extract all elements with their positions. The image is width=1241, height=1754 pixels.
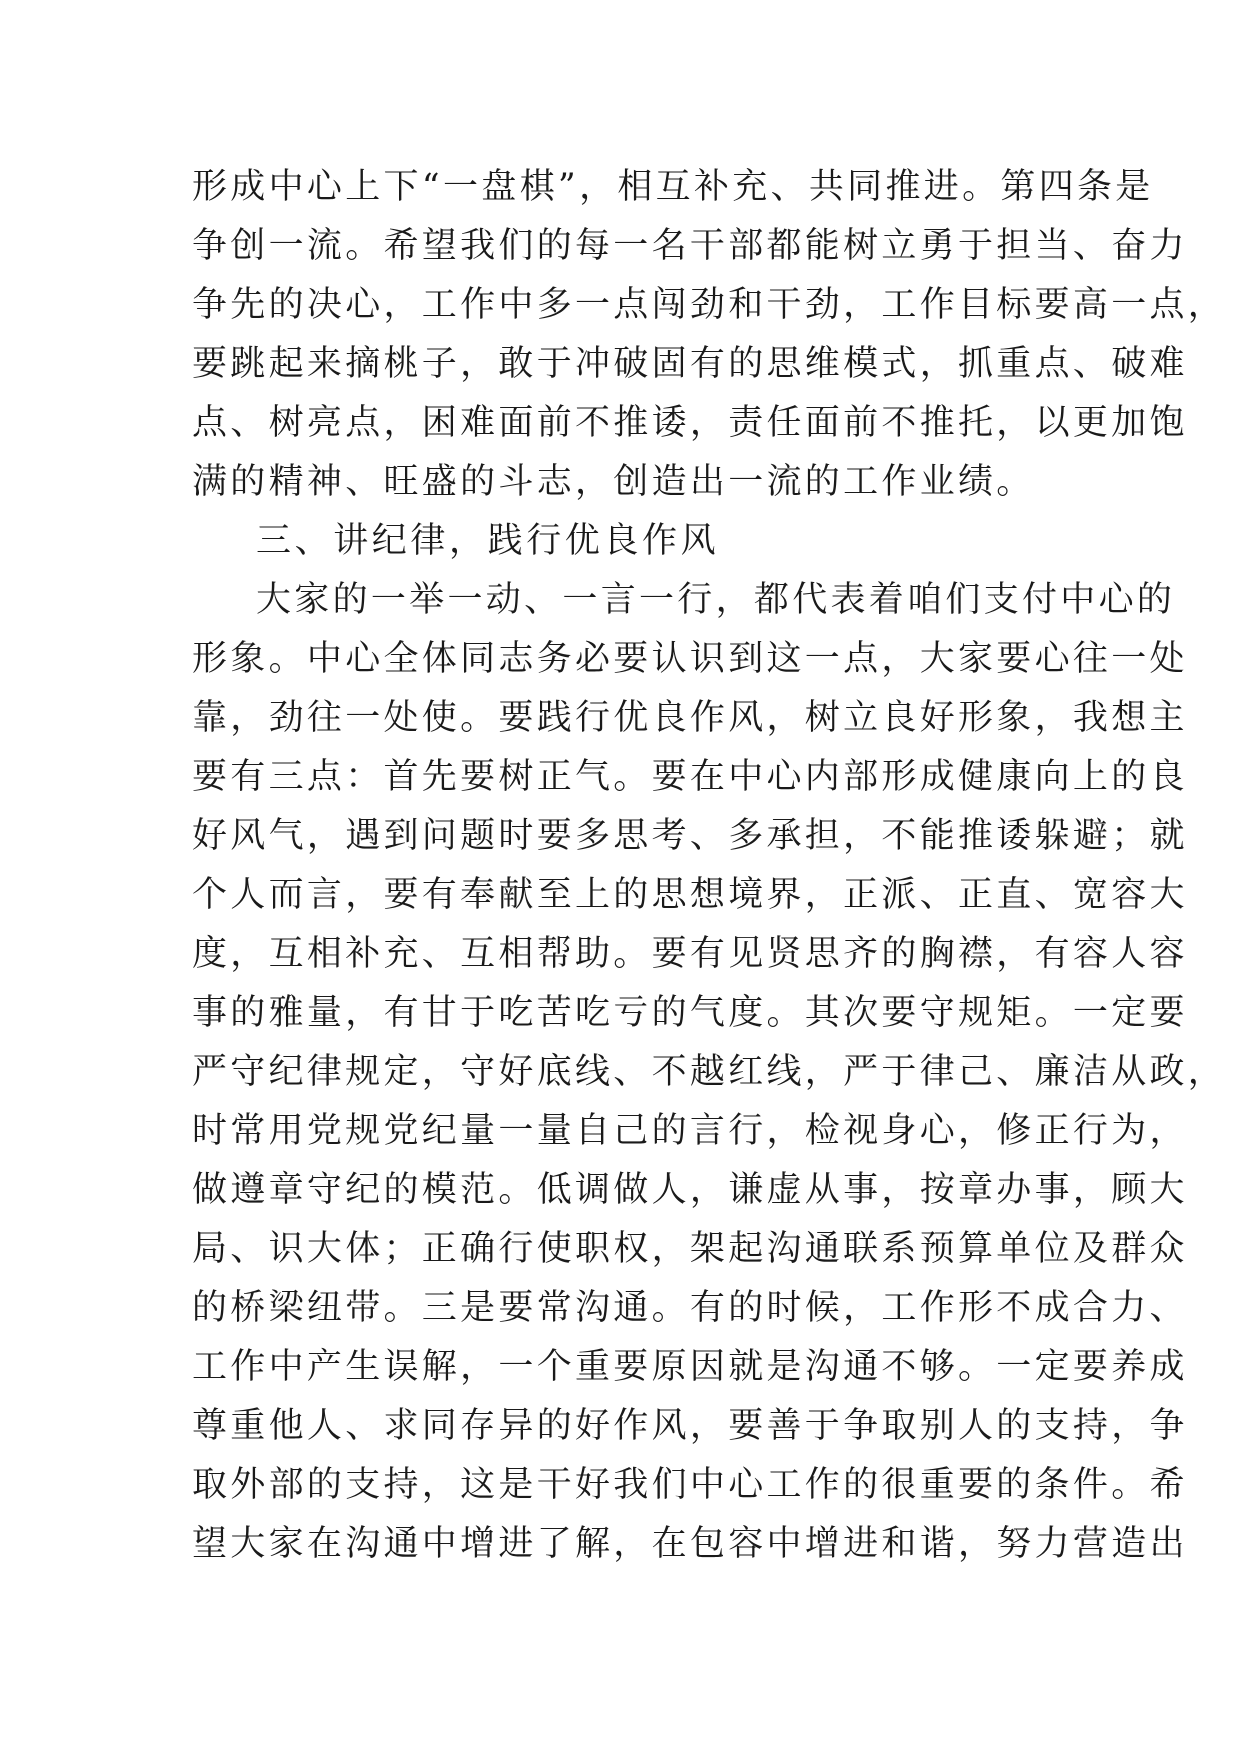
text-line: 点、树亮点，困难面前不推诿，责任面前不推托，以更加饱: [192, 403, 1188, 443]
text-line: 好风气，遇到问题时要多思考、多承担，不能推诿躲避；就: [192, 816, 1188, 856]
text-line: 局、识大体；正确行使职权，架起沟通联系预算单位及群众: [192, 1229, 1188, 1269]
text-line: 严守纪律规定，守好底线、不越红线，严于律己、廉洁从政，: [192, 1052, 1227, 1092]
text-line: 要跳起来摘桃子，敢于冲破固有的思维模式，抓重点、破难: [192, 344, 1188, 384]
text-line: 靠，劲往一处使。要践行优良作风，树立良好形象，我想主: [192, 698, 1188, 738]
text-line: 尊重他人、求同存异的好作风，要善于争取别人的支持，争: [192, 1406, 1188, 1446]
text-line: 争先的决心，工作中多一点闯劲和干劲，工作目标要高一点，: [192, 285, 1227, 325]
text-line: 度，互相补充、互相帮助。要有见贤思齐的胸襟，有容人容: [192, 934, 1188, 974]
text-line: 形象。中心全体同志务必要认识到这一点，大家要心往一处: [192, 639, 1188, 679]
text-line: 形成中心上下“一盘棋”，相互补充、共同推进。第四条是: [192, 167, 1154, 207]
body-text: [192, 158, 1227, 1574]
text-line: 做遵章守纪的模范。低调做人，谦虚从事，按章办事，顾大: [192, 1170, 1188, 1210]
text-line: 时常用党规党纪量一量自己的言行，检视身心，修正行为，: [192, 1111, 1188, 1151]
text-line: 事的雅量，有甘于吃苦吃亏的气度。其次要守规矩。一定要: [192, 993, 1188, 1033]
section-heading: 三、讲纪律，践行优良作风: [256, 521, 720, 561]
text-line: 要有三点：首先要树正气。要在中心内部形成健康向上的良: [192, 757, 1188, 797]
text-line: 工作中产生误解，一个重要原因就是沟通不够。一定要养成: [192, 1347, 1188, 1387]
text-line: 取外部的支持，这是干好我们中心工作的很重要的条件。希: [192, 1465, 1188, 1505]
text-line: 争创一流。希望我们的每一名干部都能树立勇于担当、奋力: [192, 226, 1188, 266]
text-line: 满的精神、旺盛的斗志，创造出一流的工作业绩。: [192, 462, 1035, 502]
text-line: 望大家在沟通中增进了解，在包容中增进和谐，努力营造出: [192, 1524, 1188, 1564]
text-line: 的桥梁纽带。三是要常沟通。有的时候，工作形不成合力、: [192, 1288, 1188, 1328]
paragraph-first-line: 大家的一举一动、一言一行，都代表着咱们支付中心的: [256, 580, 1176, 620]
text-line: 个人而言，要有奉献至上的思想境界，正派、正直、宽容大: [192, 875, 1188, 915]
